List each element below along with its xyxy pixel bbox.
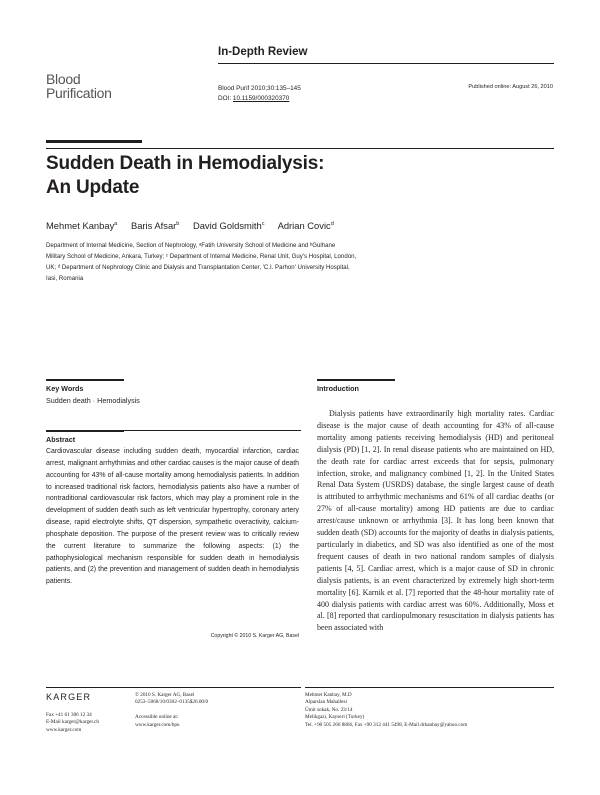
doi-prefix: DOI: <box>218 94 233 102</box>
author-affil-mark: a <box>114 220 118 227</box>
journal-citation <box>218 84 301 103</box>
header-divider <box>218 63 554 64</box>
introduction-text: Dialysis patients have extraordinarily high mortality rates. Cardiac disease is the major cause of death accounting for 43% of all-cause mortality among patients receiving hemodialysis (HD) and peritoneal dialysis (PD) [1, 2]. In renal disease patients who are maintained on HD, the death rate for cardiac arrest exceeds that for sepsis, pulmonary infection, stroke, and malignancy combined [1, 2]. In the United States Renal Data System (USRDS) database, the single largest cause of death is attributed to arrhythmic mechanisms and 61% of all cardiac deaths (or 27% of all-cause mortality) among HD patients are due to cardiac arrest/cause unknown or arrhythmia [3]. It has long been known that sudden death (SD) accounts for the majority of deaths in dialysis patients, particularly in diabetics, and SD was also identified as one of the most frequent causes of death in two national random samples of dialysis patients [4, 5]. Cardiac arrest, which is a major cause of SD in chronic dialysis patients, is an event characterized by extremely high short-term mortality [6]. Karnik et al. [7] reported that the 48-hour mortality rate of 400 dialysis patients with cardiac arrest was 60%. Additionally, Moss et al. [8] reported that cardiopulmonary resuscitation in dialysis patients has been associated with <box>317 409 554 633</box>
abstract-rule <box>46 430 124 432</box>
affiliations <box>46 240 486 284</box>
address-line: Alparslan Mahallesi <box>305 699 347 706</box>
publisher-contact <box>46 712 99 734</box>
publisher-fax: Fax +41 61 306 12 34 <box>46 712 92 718</box>
spacer <box>135 707 208 714</box>
publication-info <box>135 692 208 729</box>
author <box>131 220 179 231</box>
keywords-rule <box>46 379 124 381</box>
title-accent-bar <box>46 140 142 143</box>
keywords-heading: Key Words <box>46 384 84 393</box>
introduction-rule <box>317 379 395 381</box>
author <box>46 220 117 231</box>
affiliation-line: Iasi, Romania <box>46 275 84 282</box>
footer-divider-right <box>305 687 554 688</box>
affiliation-line: Military School of Medicine, Ankara, Turkey; ᶜ Department of Internal Medicine, Renal Unit, Guy's Hospital, London, <box>46 253 357 260</box>
keywords-text: Sudden death · Hemodialysis <box>46 396 140 405</box>
publisher-website[interactable]: www.karger.com <box>46 726 82 733</box>
author-name: Adrian Covic <box>277 220 331 231</box>
abstract-heading: Abstract <box>46 435 76 444</box>
abstract-text: Cardiovascular disease including sudden death, myocardial infarction, cardiac arrest, malignant arrhythmias and other cardiac causes is the major cause of death accounting for 43% of all-cause mortality among hemodialysis patients. In addition to increased traditional risk factors, hemodialysis patients also have a number of nontraditional cardiovascular risk factors, which may play a prominent role in the development of sudden death such as left ventricular hypertrophy, coronary artery disease, rapid electrolyte shifts, QT dispersion, sympathetic overactivity, calcium-phosphate deposition. The purpose of the present review was to critically review the current literature to summarize the following aspects: (1) the pathophysiological mechanism responsible for sudden death in hemodialysis patients, and (2) the prevention and management of sudden death in hemodialysis patients. <box>46 448 299 586</box>
logo-line-2: Purification <box>46 85 112 101</box>
title-divider <box>46 148 554 149</box>
publisher-email[interactable]: E-Mail karger@karger.ch <box>46 719 99 726</box>
author-affil-mark: b <box>176 220 180 227</box>
author-list <box>46 220 345 231</box>
journal-logo <box>46 72 116 100</box>
author-affil-mark: c <box>261 220 265 227</box>
author <box>278 220 334 231</box>
author-name: Baris Afsar <box>130 220 177 231</box>
affiliation-line: UK; ᵈ Department of Nephrology Clinic and Dialysis and Transplantation Center, 'C.I. Parhon' University Hospital, <box>46 264 350 271</box>
corresponding-author: Mehmet Kanbay, M.D <box>305 692 352 698</box>
accessible-online-url[interactable]: www.karger.com/bpu <box>135 721 180 728</box>
author-name: Mehmet Kanbay <box>46 220 115 231</box>
footer-divider-left <box>46 687 301 688</box>
citation-text: Blood Purif 2010;30:135–145 <box>218 85 301 92</box>
logo-line-1: Blood <box>46 71 81 87</box>
publisher-logo: KARGER <box>46 692 92 702</box>
doi-link[interactable]: 10.1159/000320370 <box>232 94 290 102</box>
correspondence-address <box>305 692 467 729</box>
author <box>193 220 265 231</box>
affiliation-line: Department of Internal Medicine, Section of Nephrology, ᵃFatih University School of Medicine and ᵇGulhane <box>46 242 336 249</box>
title-line-1: Sudden Death in Hemodialysis: <box>46 153 325 174</box>
publication-issn: 0253–5068/10/0302–0135$26.00/0 <box>135 699 209 706</box>
doi-line <box>218 94 301 104</box>
title-line-2: An Update <box>46 177 140 198</box>
address-line: Melikgazi, Kayseri (Turkey) <box>305 714 365 721</box>
author-affil-mark: d <box>330 220 334 227</box>
introduction-heading: Introduction <box>317 384 359 393</box>
address-contact-line: Tel. +90 505 266 8866, Fax +90 312 441 5498, E-Mail drkanbay@yahoo.com <box>305 721 468 728</box>
author-name: David Goldsmith <box>192 220 262 231</box>
abstract-copyright: Copyright © 2010 S. Karger AG, Basel <box>210 633 299 639</box>
publication-copyright: © 2010 S. Karger AG, Basel <box>135 692 195 698</box>
section-label: In-Depth Review <box>218 46 308 58</box>
address-line: Ümit sokak, No. 23/14 <box>305 706 353 713</box>
accessible-online-label: Accessible online at: <box>135 714 179 721</box>
article-title <box>46 152 506 200</box>
published-online-date: Published online: August 26, 2010 <box>468 84 553 90</box>
